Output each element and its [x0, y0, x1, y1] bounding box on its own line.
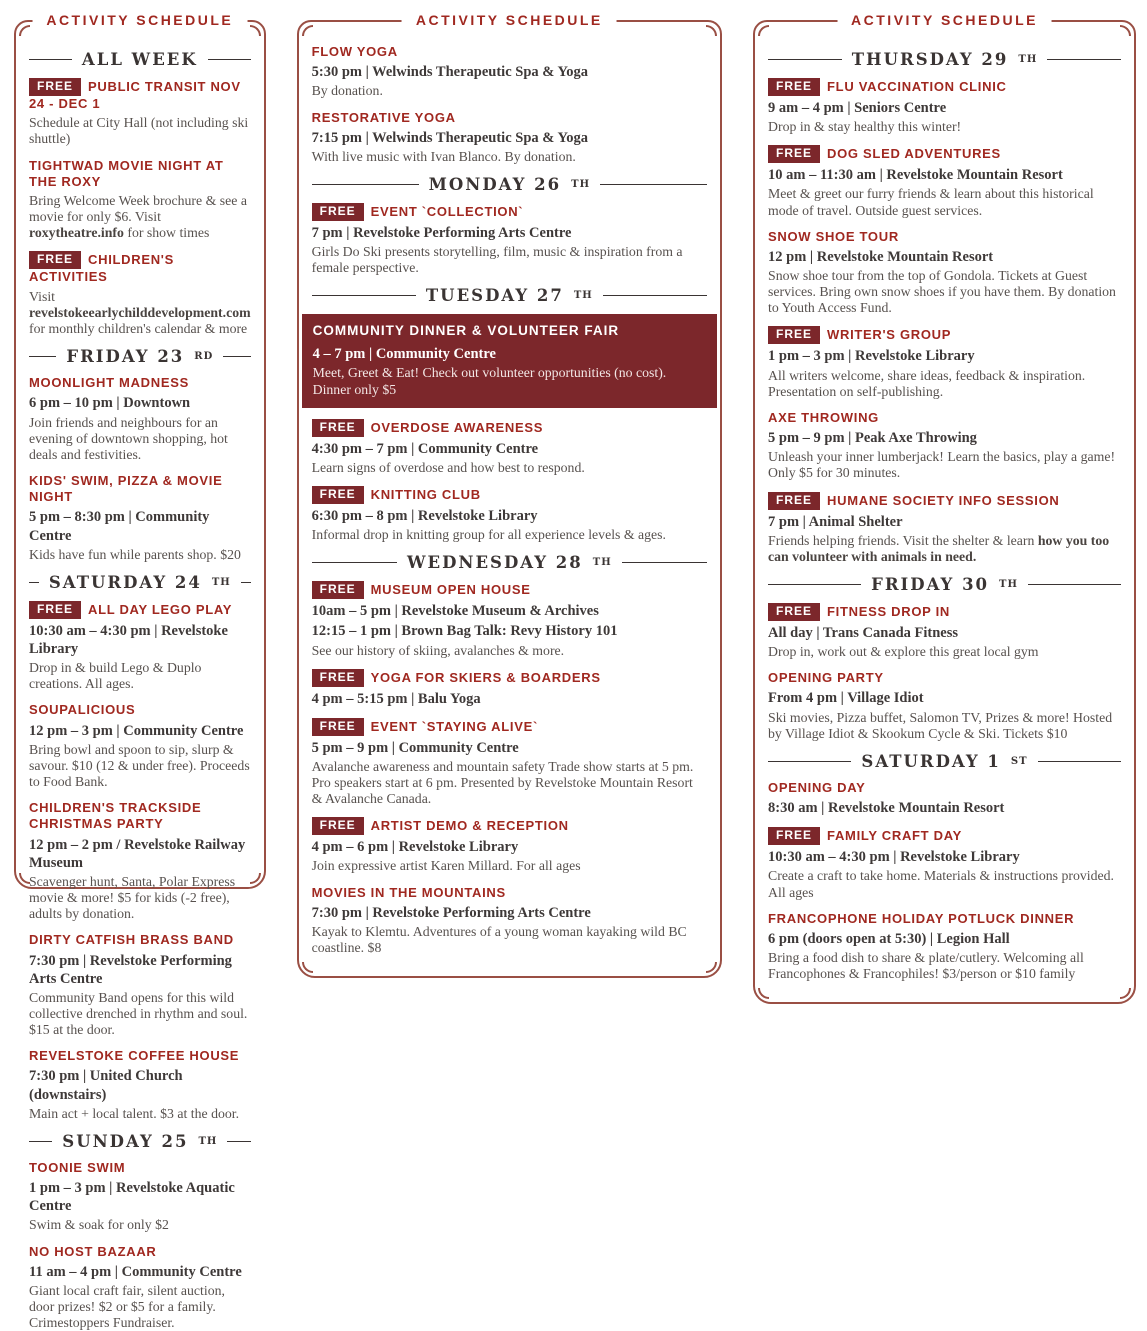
event-title-row	[768, 78, 1121, 96]
event-title: AXE THROWING	[768, 409, 879, 425]
day-header	[768, 575, 1121, 594]
event-description-text: Meet, Greet & Eat! Check out volunteer opportunities (no cost). Dinner only $5	[312, 365, 667, 397]
event-title: OVERDOSE AWARENESS	[370, 419, 544, 435]
day-header-ordinal: ST	[1010, 755, 1028, 767]
event-title: HUMANE SOCIETY INFO SESSION	[827, 492, 1060, 508]
event	[29, 932, 251, 1038]
event-description	[312, 858, 707, 874]
free-badge: FREE	[312, 581, 364, 599]
day-header-label: SATURDAY 24	[48, 572, 202, 592]
event-time: 8:30 am | Revelstoke Mountain Resort	[768, 800, 1005, 817]
event-title-row	[29, 1160, 251, 1176]
corner-ornament	[19, 873, 30, 884]
event	[768, 145, 1121, 218]
event-title: CHILDREN'S ACTIVITIES	[29, 252, 174, 285]
event-title: ALL DAY LEGO PLAY	[88, 601, 233, 617]
day-header-ordinal: RD	[194, 351, 214, 363]
day-header	[312, 286, 707, 305]
event-time: 7:15 pm | Welwinds Therapeutic Spa & Yoga	[311, 129, 589, 146]
event-description-text: Visit	[29, 288, 56, 304]
event-title: KIDS' SWIM, PIZZA & MOVIE NIGHT	[29, 472, 223, 505]
event	[29, 1160, 251, 1234]
event-title: RESTORATIVE YOGA	[311, 109, 456, 125]
event-description-text: Meet & greet our furry friends & learn about this historical mode of travel. Outside guest services.	[768, 186, 1094, 218]
event	[312, 44, 707, 100]
day-header-ordinal: TH	[573, 290, 593, 302]
day-header	[29, 347, 251, 366]
event-title: EVENT `STAYING ALIVE`	[370, 718, 538, 734]
corner-ornament	[19, 25, 30, 36]
event-title: EVENT `COLLECTION`	[370, 204, 524, 220]
event-title-row	[29, 375, 251, 391]
event-title-row	[312, 44, 707, 60]
event-time: 10 am – 11:30 am | Revelstoke Mountain Resort	[768, 167, 1063, 184]
event-title: YOGA FOR SKIERS & BOARDERS	[370, 669, 601, 685]
event-description-text: All writers welcome, share ideas, feedback & inspiration. Presentation on self-publishing.	[768, 367, 1086, 399]
event-description	[29, 1283, 251, 1331]
event-time: 7:30 pm | United Church (downstairs)	[29, 1068, 183, 1103]
activity-schedule-title: ACTIVITY SCHEDULE	[32, 12, 247, 28]
event-description-text: Friends helping friends. Visit the shelter & learn	[768, 532, 1038, 548]
day-header-label: THURSDAY 29	[851, 50, 1009, 69]
day-header	[29, 1132, 251, 1151]
day-header	[29, 50, 251, 69]
corner-ornament	[302, 25, 313, 36]
event-description-text: By donation.	[311, 83, 383, 99]
event-description-text: Avalanche awareness and mountain safety Trade show starts at 5 pm. Pro speakers start at 6 pm. Presented by Revelstoke Mountain Resort & Avalanche Canada.	[311, 758, 694, 807]
free-badge: FREE	[312, 669, 364, 687]
event-description	[29, 193, 251, 241]
event	[312, 486, 707, 543]
event-time: 4:30 pm – 7 pm | Community Centre	[311, 440, 539, 457]
event-title-row	[313, 323, 706, 340]
free-badge: FREE	[29, 601, 81, 619]
event-description	[29, 660, 251, 692]
event	[768, 78, 1121, 135]
event-time: 4 pm – 6 pm | Revelstoke Library	[311, 839, 519, 856]
event-title: MOVIES IN THE MOUNTAINS	[311, 884, 506, 900]
day-header-ordinal: TH	[999, 578, 1018, 590]
day-header	[312, 175, 707, 194]
event-description-text: Girls Do Ski presents storytelling, film, music & inspiration from a female perspective.	[311, 244, 683, 276]
event-time: 4 pm – 5:15 pm | Balu Yoga	[311, 690, 481, 707]
event-description	[29, 115, 251, 147]
event-time: 10am – 5 pm | Revelstoke Museum & Archives	[311, 603, 599, 620]
event-time: 7 pm | Revelstoke Performing Arts Centre	[311, 225, 572, 242]
event-title: ARTIST DEMO & RECEPTION	[370, 818, 569, 834]
event-title-row	[768, 780, 1121, 796]
event-description	[312, 643, 707, 659]
event-title-row	[312, 718, 707, 736]
event-title-row	[312, 110, 707, 126]
event-description-text: With live music with Ivan Blanco. By donation.	[311, 148, 576, 164]
event-description	[29, 874, 251, 922]
event-title-row	[29, 158, 251, 191]
event	[29, 1244, 251, 1331]
event-title: FAMILY CRAFT DAY	[827, 828, 962, 844]
event-title-row	[768, 326, 1121, 344]
free-badge: FREE	[312, 419, 364, 437]
corner-ornament	[302, 962, 313, 973]
event-title: CHILDREN'S TRACKSIDE CHRISTMAS PARTY	[29, 800, 202, 832]
schedule-column	[753, 10, 1136, 982]
event	[29, 78, 251, 148]
event-description-text: Bring Welcome Week brochure & see a movie for only $6. Visit	[29, 193, 247, 225]
event-time: From 4 pm | Village Idiot	[768, 690, 924, 707]
event	[768, 827, 1121, 900]
highlight-event	[302, 314, 717, 407]
day-header-ordinal: TH	[211, 576, 231, 588]
event	[29, 1048, 251, 1122]
free-badge: FREE	[312, 718, 364, 736]
event-description	[768, 186, 1121, 218]
event-description	[768, 449, 1121, 481]
event-title: SOUPALICIOUS	[29, 702, 136, 718]
event-title-row	[312, 669, 707, 687]
event-time: 5 pm – 8:30 pm | Community Centre	[29, 509, 210, 544]
event-description	[313, 365, 706, 397]
event-title-row	[768, 670, 1121, 686]
free-badge: FREE	[768, 145, 820, 163]
event-title-row	[768, 492, 1121, 510]
event-description-text: Drop in, work out & explore this great local gym	[768, 644, 1039, 660]
event-title: COMMUNITY DINNER & VOLUNTEER FAIR	[312, 323, 620, 339]
event	[312, 110, 707, 166]
event-description-text: Informal drop in knitting group for all experience levels & ages.	[311, 527, 667, 543]
day-header-label: FRIDAY 30	[871, 574, 990, 594]
event-description	[312, 83, 707, 99]
event-description-text: for show times	[123, 225, 210, 241]
event	[768, 780, 1121, 817]
event-description	[768, 119, 1121, 135]
event-description-bold: revelstokeearlychilddevelopment.com	[29, 304, 251, 320]
corner-ornament	[758, 25, 769, 36]
free-badge: FREE	[312, 817, 364, 835]
corner-ornament	[706, 962, 717, 973]
free-badge: FREE	[312, 203, 364, 221]
corner-ornament	[758, 988, 769, 999]
day-header-label: WEDNESDAY 28	[406, 553, 583, 573]
event-description-text: Community Band opens for this wild collective drenched in rhythm and soul. $15 at the door.	[29, 989, 248, 1038]
event-time: All day | Trans Canada Fitness	[768, 624, 959, 641]
event	[768, 911, 1121, 983]
day-header	[768, 752, 1121, 771]
event-description-text: Drop in & build Lego & Duplo creations. All ages.	[29, 660, 202, 692]
event	[29, 251, 251, 337]
event-description-text: for monthly children's calendar & more	[29, 320, 248, 336]
event-description	[312, 149, 707, 165]
event-time: 6 pm – 10 pm | Downtown	[29, 395, 191, 412]
event-time: 6:30 pm – 8 pm | Revelstoke Library	[311, 507, 538, 524]
event-description-text: Swim & soak for only $2	[29, 1217, 169, 1233]
event-title-row	[29, 1048, 251, 1064]
event	[29, 375, 251, 463]
day-header-ordinal: TH	[571, 179, 591, 191]
event-title-row	[768, 603, 1121, 621]
event-description	[29, 547, 251, 563]
event-description	[29, 1217, 251, 1233]
event-description-text: Kayak to Klemtu. Adventures of a young woman kayaking wild BC coastline. $8	[311, 923, 687, 956]
event-time: 7:30 pm | Revelstoke Performing Arts Centre	[29, 952, 232, 987]
event-title-row	[312, 581, 707, 599]
event-description-bold: roxytheatre.info	[29, 225, 124, 241]
event-description	[29, 1106, 251, 1122]
event-description-text: Kids have fun while parents shop. $20	[29, 546, 241, 562]
event-description	[768, 533, 1121, 565]
event-title: REVELSTOKE COFFEE HOUSE	[29, 1048, 240, 1064]
event	[312, 817, 707, 874]
free-badge: FREE	[768, 326, 820, 344]
event-title: OPENING DAY	[768, 779, 866, 795]
day-header-label: ALL WEEK	[81, 50, 198, 69]
event-time: 10:30 am – 4:30 pm | Revelstoke Library	[29, 622, 228, 657]
event-description	[29, 990, 251, 1038]
day-header-label: SATURDAY 1	[861, 751, 1001, 771]
event-description-text: Schedule at City Hall (not including ski shuttle)	[29, 115, 249, 147]
event-description-text: Learn signs of overdose and how best to respond.	[311, 459, 585, 475]
event-title-row	[768, 229, 1121, 245]
event	[768, 492, 1121, 565]
activity-schedule-title: ACTIVITY SCHEDULE	[402, 12, 617, 28]
event-time: 11 am – 4 pm | Community Centre	[29, 1263, 242, 1280]
event-title-row	[29, 1244, 251, 1260]
event	[312, 718, 707, 808]
day-header-label: MONDAY 26	[428, 175, 562, 195]
corner-ornament	[706, 25, 717, 36]
event	[29, 473, 251, 563]
event	[29, 800, 251, 922]
event-description	[768, 268, 1121, 316]
event-title: FRANCOPHONE HOLIDAY POTLUCK DINNER	[768, 910, 1075, 926]
event-title: DOG SLED ADVENTURES	[827, 146, 1001, 162]
event-title: WRITER'S GROUP	[827, 327, 952, 343]
event-description	[29, 742, 251, 790]
event-description	[768, 950, 1121, 982]
event-time: 12 pm – 2 pm / Revelstoke Railway Museum	[29, 836, 246, 871]
event-description	[312, 244, 707, 276]
event-title-row	[768, 410, 1121, 426]
event-description-text: Scavenger hunt, Santa, Polar Express movie & more! $5 for kids (-2 free), adults by donation.	[29, 873, 236, 922]
event-time: 12 pm | Revelstoke Mountain Resort	[768, 248, 994, 265]
event	[312, 581, 707, 658]
corner-ornament	[250, 873, 261, 884]
event-description-text: Create a craft to take home. Materials & instructions provided. All ages	[768, 868, 1114, 900]
event-title: FITNESS DROP IN	[827, 603, 950, 619]
schedule-panel	[753, 12, 1136, 1004]
event	[312, 203, 707, 276]
event	[29, 601, 251, 693]
event-title-row	[29, 702, 251, 718]
event	[768, 670, 1121, 742]
event-title-row	[29, 601, 251, 619]
event-description	[312, 759, 707, 807]
event-title-row	[312, 203, 707, 221]
event-description-text: Join expressive artist Karen Millard. For all ages	[311, 858, 581, 874]
event-time: 5 pm – 9 pm | Community Centre	[311, 739, 519, 756]
event	[29, 702, 251, 790]
event-time: 12 pm – 3 pm | Community Centre	[29, 722, 244, 739]
event-description-text: Bring a food dish to share & plate/cutlery. Welcoming all Francophones & Francophiles! $3/person or $10 family	[768, 950, 1084, 982]
day-header-label: TUESDAY 27	[425, 286, 564, 306]
event-description-text: Join friends and neighbours for an evening of downtown shopping, hot deals and festivities.	[29, 414, 228, 462]
event	[312, 419, 707, 476]
day-header-label: SUNDAY 25	[62, 1131, 189, 1151]
event-title: DIRTY CATFISH BRASS BAND	[29, 932, 234, 948]
day-header	[312, 553, 707, 572]
event-description	[768, 868, 1121, 900]
event-title: TOONIE SWIM	[29, 1159, 126, 1175]
event-title-row	[312, 419, 707, 437]
free-badge: FREE	[29, 78, 81, 96]
event	[768, 229, 1121, 317]
event-title: TIGHTWAD MOVIE NIGHT AT THE ROXY	[29, 157, 224, 189]
event-title-row	[29, 78, 251, 112]
event	[312, 669, 707, 708]
event-time: 5:30 pm | Welwinds Therapeutic Spa & Yoga	[311, 64, 589, 81]
day-header-ordinal: TH	[592, 557, 612, 569]
schedule-panel	[14, 12, 266, 1331]
event-title-row	[312, 817, 707, 835]
event	[768, 326, 1121, 399]
event-title-row	[768, 145, 1121, 163]
event-title-row	[312, 885, 707, 901]
schedule-column	[297, 10, 722, 956]
event-description-text: See our history of skiing, avalanches & more.	[311, 642, 565, 658]
corner-ornament	[250, 25, 261, 36]
schedule-column	[14, 10, 266, 1331]
event-title-row	[312, 486, 707, 504]
event	[768, 603, 1121, 660]
event-title: FLOW YOGA	[311, 44, 398, 59]
event-title: MOONLIGHT MADNESS	[29, 375, 189, 391]
event-time: 10:30 am – 4:30 pm | Revelstoke Library	[768, 849, 1020, 866]
event-title-row	[29, 932, 251, 948]
event-description	[312, 924, 707, 956]
free-badge: FREE	[768, 827, 820, 845]
event-time: 9 am – 4 pm | Seniors Centre	[768, 100, 947, 116]
free-badge: FREE	[768, 603, 820, 621]
event	[768, 410, 1121, 482]
event-title: OPENING PARTY	[768, 670, 884, 686]
event-title: FLU VACCINATION CLINIC	[827, 79, 1007, 94]
free-badge: FREE	[312, 486, 364, 504]
event-description-text: Main act + local talent. $3 at the door.	[29, 1105, 240, 1121]
event-description	[768, 368, 1121, 400]
event-description	[312, 460, 707, 476]
day-header	[768, 50, 1121, 69]
event-title-row	[29, 473, 251, 506]
event-description-text: Giant local craft fair, silent auction, door prizes! $2 or $5 for a family. Crimestoppers Fundraiser.	[29, 1282, 225, 1331]
event-title: SNOW SHOE TOUR	[768, 228, 899, 244]
corner-ornament	[1120, 988, 1131, 999]
event-description	[768, 710, 1121, 742]
day-header	[29, 573, 251, 592]
event-title: NO HOST BAZAAR	[29, 1243, 157, 1259]
event-description	[29, 415, 251, 463]
event-description-text: Drop in & stay healthy this winter!	[768, 119, 962, 135]
event-description-text: Bring bowl and spoon to sip, slurp & savour. $10 (12 & under free). Proceeds to Food Bank.	[29, 741, 250, 789]
event-time: 6 pm (doors open at 5:30) | Legion Hall	[768, 930, 1010, 947]
free-badge: FREE	[29, 251, 81, 269]
event-time: 12:15 – 1 pm | Brown Bag Talk: Revy History 101	[311, 623, 618, 640]
event-description	[312, 527, 707, 543]
event-title-row	[768, 911, 1121, 927]
event-description-text: Ski movies, Pizza buffet, Salomon TV, Prizes & more! Hosted by Village Idiot & Skookum Cycle & Ski. Tickets $10	[768, 709, 1113, 741]
event-description-text: Unleash your inner lumberjack! Learn the basics, play a game! Only $5 for 30 minutes.	[768, 449, 1116, 481]
event-title: MUSEUM OPEN HOUSE	[370, 582, 531, 598]
day-header-ordinal: TH	[198, 1135, 218, 1147]
event-title-row	[29, 251, 251, 285]
event-description	[768, 644, 1121, 660]
day-header-label: FRIDAY 23	[66, 347, 185, 367]
day-header-ordinal: TH	[1018, 54, 1038, 65]
event-time: 7:30 pm | Revelstoke Performing Arts Centre	[311, 904, 591, 921]
event-time: 7 pm | Animal Shelter	[768, 513, 903, 530]
event-description	[29, 289, 251, 337]
event-title: KNITTING CLUB	[370, 486, 481, 502]
event-title-row	[768, 827, 1121, 845]
event	[29, 158, 251, 242]
activity-schedule-title: ACTIVITY SCHEDULE	[837, 12, 1052, 28]
free-badge: FREE	[768, 492, 820, 510]
event-time: 4 – 7 pm | Community Centre	[312, 346, 496, 363]
event	[312, 885, 707, 957]
free-badge: FREE	[768, 78, 820, 96]
event-description-bold: how you too can volunteer with animals in need.	[768, 532, 1110, 564]
event-time: 5 pm – 9 pm | Peak Axe Throwing	[768, 430, 977, 447]
event-time: 1 pm – 3 pm | Revelstoke Library	[768, 348, 975, 365]
event-title-row	[29, 800, 251, 833]
corner-ornament	[1120, 25, 1131, 36]
event-title: PUBLIC TRANSIT NOV 24 - DEC 1	[29, 79, 241, 111]
schedule-panel	[297, 12, 722, 978]
event-description-text: Snow shoe tour from the top of Gondola. Tickets at Guest services. Bring own snow shoes if you have them. By donation to Youth Access Fund.	[768, 268, 1116, 316]
event-time: 1 pm – 3 pm | Revelstoke Aquatic Centre	[29, 1180, 235, 1215]
